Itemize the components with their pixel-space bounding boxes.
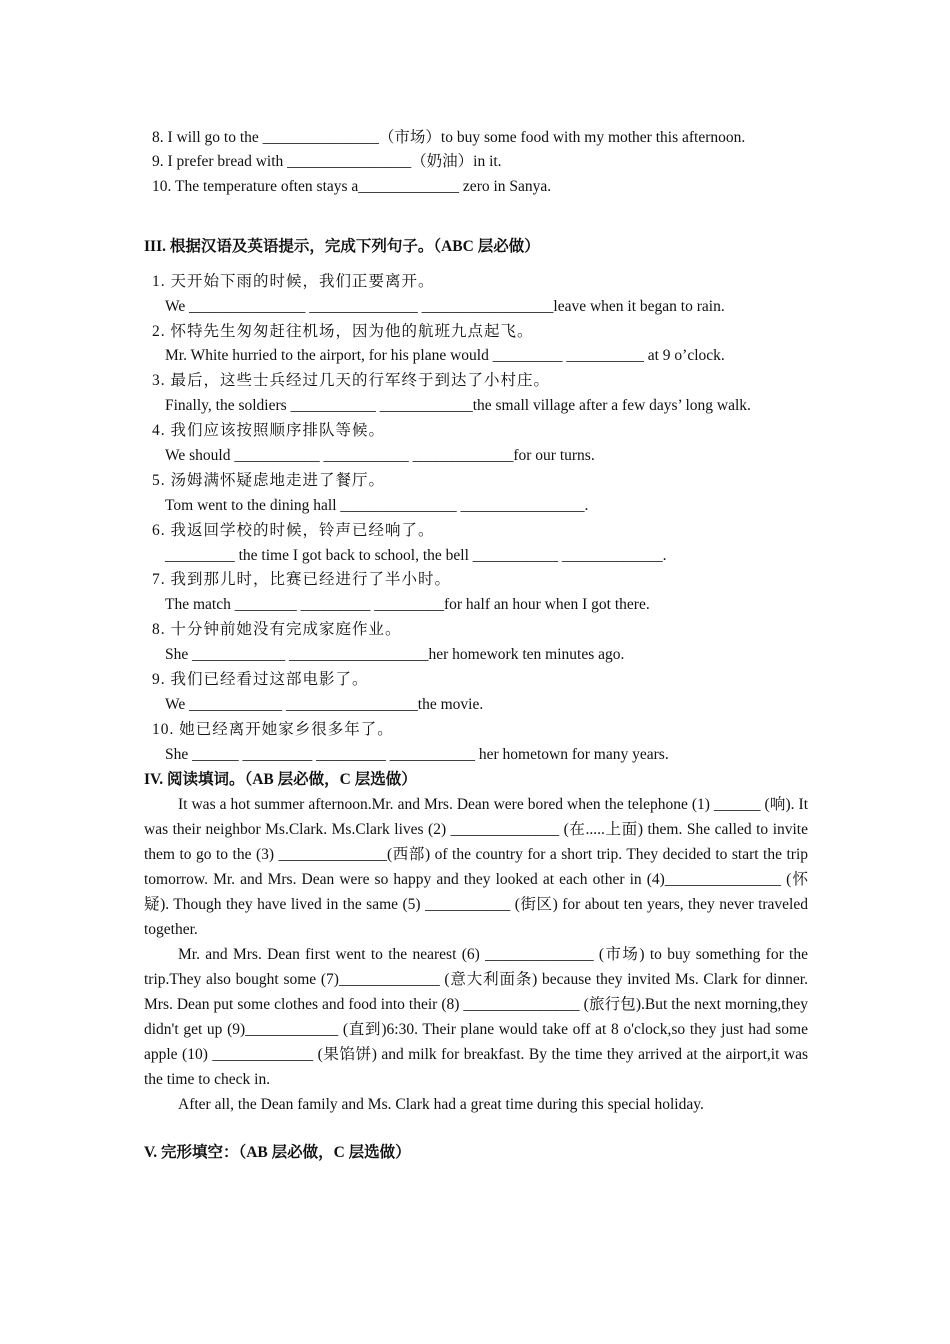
section-4-heading: IV. 阅读填词。（AB 层必做，C 层选做） (144, 771, 417, 788)
reading-paragraph-3 (144, 1092, 808, 1117)
translation-item-10-chinese: 10. 她已经离开她家乡很多年了。 (152, 721, 394, 738)
translation-item-9-english: We ____________ _________________the movie. (165, 696, 484, 713)
translation-item-7-english: The match ________ _________ _________for half an hour when I got there. (165, 596, 650, 613)
translation-item-5-english: Tom went to the dining hall _______________ ________________. (165, 497, 589, 514)
fill-blank-item-8: 8. I will go to the _______________（市场）to buy some food with my mother this afternoon. (152, 129, 746, 146)
reading-paragraph-1-text: It was a hot summer afternoon.Mr. and Mrs. Dean were bored when the telephone (1) ______ (响). It was their neighbor Ms.Clark. Ms.Clark lives (2) ______________ (在.....上面) them. She called to invite them to go to the (3) ______________(西部) of the country for a short trip. They decided to start the trip tomorrow. Mr. and Mrs. Dean were so happy and they looked at each other in (4)_______________ (怀疑). Though they have lived in the same (5) ___________ (街区) for about ten years, they never traveled together. (144, 796, 808, 938)
translation-item-9-chinese: 9. 我们已经看过这部电影了。 (152, 671, 369, 688)
translation-item-6-chinese: 6. 我返回学校的时候，铃声已经响了。 (152, 522, 435, 539)
fill-blank-item-10: 10. The temperature often stays a_____________ zero in Sanya. (152, 178, 552, 195)
translation-item-7-chinese: 7. 我到那儿时，比赛已经进行了半小时。 (152, 571, 452, 588)
translation-item-10-english: She ______ _________ _________ ___________ her hometown for many years. (165, 746, 669, 763)
translation-item-4-english: We should ___________ ___________ _____________for our turns. (165, 447, 595, 464)
section-3-heading: III. 根据汉语及英语提示，完成下列句子。（ABC 层必做） (144, 238, 540, 255)
translation-item-5-chinese: 5. 汤姆满怀疑虑地走进了餐厅。 (152, 472, 386, 489)
translation-item-4-chinese: 4. 我们应该按照顺序排队等候。 (152, 422, 386, 439)
reading-paragraph-1 (144, 792, 808, 942)
fill-blank-item-9: 9. I prefer bread with ________________（奶油）in it. (152, 153, 502, 170)
translation-item-6-english: _________ the time I got back to school, the bell ___________ _____________. (165, 547, 667, 564)
translation-item-1-english: We _______________ ______________ _________________leave when it began to rain. (165, 298, 725, 315)
section-5-heading: V. 完形填空：（AB 层必做，C 层选做） (144, 1144, 411, 1161)
translation-item-3-english: Finally, the soldiers ___________ ____________the small village after a few days’ long walk. (165, 397, 751, 414)
translation-item-2-english: Mr. White hurried to the airport, for his plane would _________ __________ at 9 o’clock. (165, 347, 725, 364)
translation-item-8-chinese: 8. 十分钟前她没有完成家庭作业。 (152, 621, 402, 638)
reading-paragraph-2-text: Mr. and Mrs. Dean first went to the nearest (6) ______________ (市场) to buy something for the trip.They also bought some (7)_____________ (意大利面条) because they invited Ms. Clark for dinner. Mrs. Dean put some clothes and food into their (8) _______________ (旅行包).But the next morning,they didn't get up (9)____________ (直到)6:30. Their plane would take off at 8 o'clock,so they just had some apple (10) _____________ (果馅饼) and milk for breakfast. By the time they arrived at the airport,it was the time to check in. (144, 946, 808, 1088)
translation-item-8-english: She ____________ __________________her homework ten minutes ago. (165, 646, 625, 663)
translation-item-1-chinese: 1. 天开始下雨的时候，我们正要离开。 (152, 273, 435, 290)
reading-paragraph-3-text: After all, the Dean family and Ms. Clark had a great time during this special holiday. (178, 1096, 704, 1113)
reading-paragraph-2 (144, 942, 808, 1092)
translation-item-3-chinese: 3. 最后，这些士兵经过几天的行军终于到达了小村庄。 (152, 372, 551, 389)
translation-item-2-chinese: 2. 怀特先生匆匆赶往机场，因为他的航班九点起飞。 (152, 323, 534, 340)
